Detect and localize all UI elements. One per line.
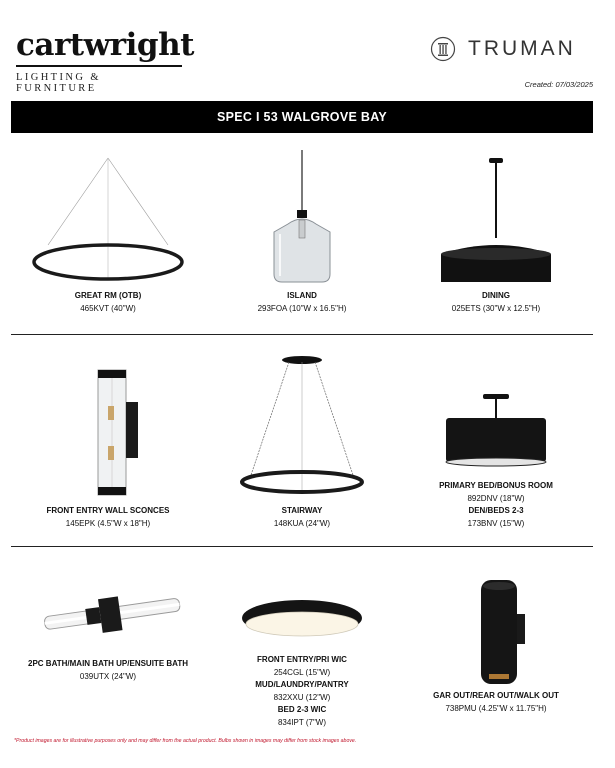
product-cell [399,350,593,530]
disclaimer: *Product images are for illustrative purposes only and may differ from the actual product. Bulbs shown in images may differ from stock images above. [14,738,357,744]
product-cell [205,350,399,530]
wall-sconce-image [28,350,188,505]
product-model: 832XXU (12"W) [273,692,331,702]
truman-column-icon [430,36,456,62]
product-cell [11,150,205,315]
product-room: ISLAND [287,291,317,300]
product-model: 148KUA (24"W) [273,518,331,528]
product-model: 145EPK (4.5"W x 18"H) [65,518,151,528]
product-model: 738PMU (4.25"W x 11.75"H) [445,703,547,713]
product-model: 465KVT (40"W) [80,303,136,313]
product-model: 254CGL (15"W) [273,667,331,677]
truman-logo [430,36,590,62]
ring-chandelier-image [28,150,188,290]
row-divider [11,334,593,335]
row-divider [11,546,593,547]
product-cell [399,150,593,315]
product-room: GREAT RM (OTB) [74,291,142,300]
product-model: 293FOA (10"W x 16.5"H) [257,303,347,313]
flush-mount-image [217,588,387,654]
product-room: FRONT ENTRY/PRI WIC [257,655,347,664]
product-room: 2PC BATH/MAIN BATH UP/ENSUITE BATH [28,659,188,668]
vanity-bar-image [23,580,193,658]
product-cell [11,580,205,683]
product-room: GAR OUT/REAR OUT/WALK OUT [433,691,559,700]
product-room: BED 2-3 WIC [277,705,327,714]
spec-title-banner: SPEC I 53 WALGROVE BAY [11,101,593,133]
product-model: 173BNV (15"W) [467,518,525,528]
created-date: Created: 07/03/2025 [524,80,593,89]
brand-subtitle: LIGHTING & FURNITURE [16,72,101,94]
cartwright-logo [16,27,194,94]
brand-rule [16,65,182,67]
product-model: 834IPT (7"W) [277,717,327,727]
product-model: 039UTX (24"W) [79,671,137,681]
product-cell [11,350,205,530]
brand-name: cartwright [16,27,194,63]
product-cell [205,588,399,729]
ring-pendant-image [217,350,387,505]
product-room: DEN/BEDS 2-3 [468,506,524,515]
product-room: PRIMARY BED/BONUS ROOM [439,481,553,490]
product-room: DINING [482,291,510,300]
semi-flush-drum-image [411,350,581,480]
product-cell [399,572,593,715]
glass-pendant-image [222,150,382,290]
outdoor-cylinder-image [411,572,581,690]
partner-name: TRUMAN [468,37,576,60]
drum-pendant-image [411,150,581,290]
product-model: 892DNV (18"W) [467,493,525,503]
product-room: MUD/LAUNDRY/PANTRY [255,680,349,689]
product-room: FRONT ENTRY WALL SCONCES [46,506,170,515]
product-room: STAIRWAY [281,506,323,515]
product-cell [205,150,399,315]
product-model: 025ETS (30"W x 12.5"H) [451,303,541,313]
